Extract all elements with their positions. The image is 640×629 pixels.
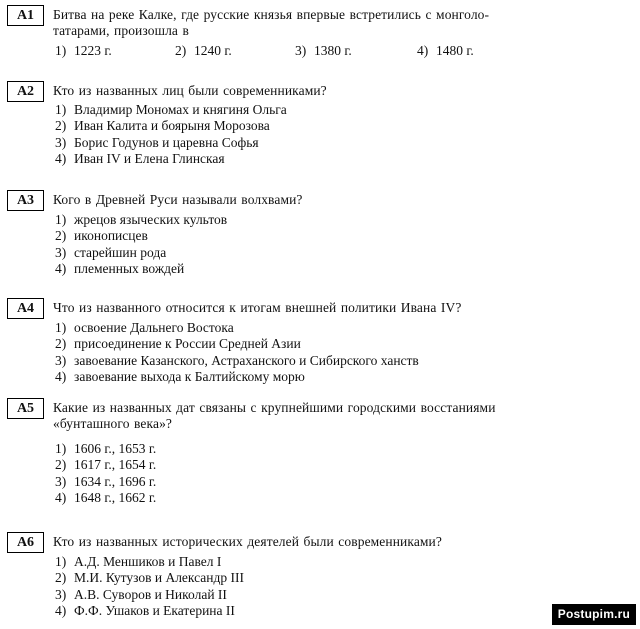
option-text: 1480 г.	[436, 43, 474, 58]
option-4[interactable]	[55, 369, 419, 385]
options-list	[55, 441, 156, 507]
question-label: A1	[7, 5, 44, 26]
option-number: 4)	[55, 151, 67, 167]
option-text: завоевание Казанского, Астраханского и Сибирского ханств	[74, 352, 419, 368]
option-1[interactable]	[55, 212, 227, 228]
question-label: A4	[7, 298, 44, 319]
option-2[interactable]	[175, 43, 232, 59]
option-text: иконописцев	[74, 228, 148, 244]
option-text: Иван IV и Елена Глинская	[74, 151, 225, 167]
option-4[interactable]	[55, 490, 156, 506]
question-label: A5	[7, 398, 44, 419]
option-number: 4)	[417, 43, 429, 58]
option-number: 2)	[175, 43, 187, 58]
option-number: 1)	[55, 212, 67, 227]
option-4[interactable]	[55, 603, 244, 619]
option-number: 4)	[55, 261, 67, 277]
option-text: Иван Калита и боярыня Морозова	[74, 118, 270, 134]
option-text: 1606 г., 1653 г.	[74, 441, 157, 456]
option-number: 3)	[55, 586, 67, 602]
option-text: А.Д. Меншиков и Павел I	[74, 554, 222, 569]
option-1[interactable]	[55, 320, 419, 336]
option-text: М.И. Кутузов и Александр III	[74, 570, 244, 586]
option-text: 1223 г.	[74, 43, 112, 58]
option-3[interactable]	[55, 353, 419, 369]
option-text: 1617 г., 1654 г.	[74, 457, 157, 473]
option-text: Борис Годунов и царевна Софья	[74, 134, 259, 150]
option-number: 3)	[55, 473, 67, 489]
option-number: 1)	[55, 554, 67, 569]
question-label: A3	[7, 190, 44, 211]
option-text: 1240 г.	[194, 43, 232, 58]
option-text: Владимир Мономах и княгиня Ольга	[74, 102, 287, 117]
option-text: завоевание выхода к Балтийскому морю	[74, 369, 305, 385]
option-text: старейшин рода	[74, 244, 167, 260]
option-3[interactable]	[295, 43, 352, 59]
option-text: 1634 г., 1696 г.	[74, 473, 157, 489]
watermark-badge: Postupim.ru	[552, 604, 636, 625]
option-1[interactable]	[55, 102, 287, 118]
option-text: 1380 г.	[314, 43, 352, 58]
option-number: 2)	[55, 118, 67, 134]
option-number: 3)	[55, 244, 67, 260]
option-3[interactable]	[55, 587, 244, 603]
question-text: Кто из названных исторических деятелей были современниками?	[53, 534, 442, 549]
options-list	[55, 554, 244, 620]
option-number: 1)	[55, 441, 67, 456]
option-1[interactable]	[55, 554, 244, 570]
question-text: Битва на реке Калке, где русские князья впервые встретились с монголо-татарами, произошла в	[53, 7, 490, 38]
option-number: 2)	[55, 336, 67, 352]
question-text: Кого в Древней Руси называли волхвами?	[53, 192, 303, 207]
option-4[interactable]	[55, 261, 227, 277]
question-text: Что из названного относится к итогам внешней политики Ивана IV?	[53, 300, 462, 315]
option-number: 2)	[55, 228, 67, 244]
question-label: A6	[7, 532, 44, 553]
option-4[interactable]	[417, 43, 474, 59]
option-1[interactable]	[55, 43, 112, 59]
option-text: Ф.Ф. Ушаков и Екатерина II	[74, 603, 235, 619]
option-number: 2)	[55, 457, 67, 473]
option-2[interactable]	[55, 457, 156, 473]
option-3[interactable]	[55, 245, 227, 261]
question-label: A2	[7, 81, 44, 102]
option-text: освоение Дальнего Востока	[74, 320, 234, 335]
option-text: присоединение к России Средней Азии	[74, 336, 301, 352]
option-number: 3)	[55, 134, 67, 150]
option-number: 4)	[55, 490, 67, 506]
options-list	[55, 102, 287, 168]
options-list	[55, 320, 419, 386]
options-list	[55, 212, 227, 278]
option-2[interactable]	[55, 118, 287, 134]
option-number: 3)	[55, 352, 67, 368]
option-1[interactable]	[55, 441, 156, 457]
option-4[interactable]	[55, 151, 287, 167]
option-text: племенных вождей	[74, 261, 185, 277]
option-2[interactable]	[55, 228, 227, 244]
option-number: 3)	[295, 43, 307, 58]
option-3[interactable]	[55, 135, 287, 151]
question-text: Какие из названных дат связаны с крупнейшими городскими восстаниями «бунташного века»?	[53, 400, 496, 431]
option-number: 1)	[55, 320, 67, 335]
option-number: 4)	[55, 603, 67, 619]
option-number: 1)	[55, 43, 67, 58]
question-text: Кто из названных лиц были современниками?	[53, 83, 327, 98]
option-2[interactable]	[55, 336, 419, 352]
option-number: 4)	[55, 369, 67, 385]
option-text: 1648 г., 1662 г.	[74, 490, 157, 506]
option-2[interactable]	[55, 570, 244, 586]
option-3[interactable]	[55, 474, 156, 490]
option-text: А.В. Суворов и Николай II	[74, 586, 227, 602]
option-number: 1)	[55, 102, 67, 117]
option-number: 2)	[55, 570, 67, 586]
option-text: жрецов языческих культов	[74, 212, 228, 227]
